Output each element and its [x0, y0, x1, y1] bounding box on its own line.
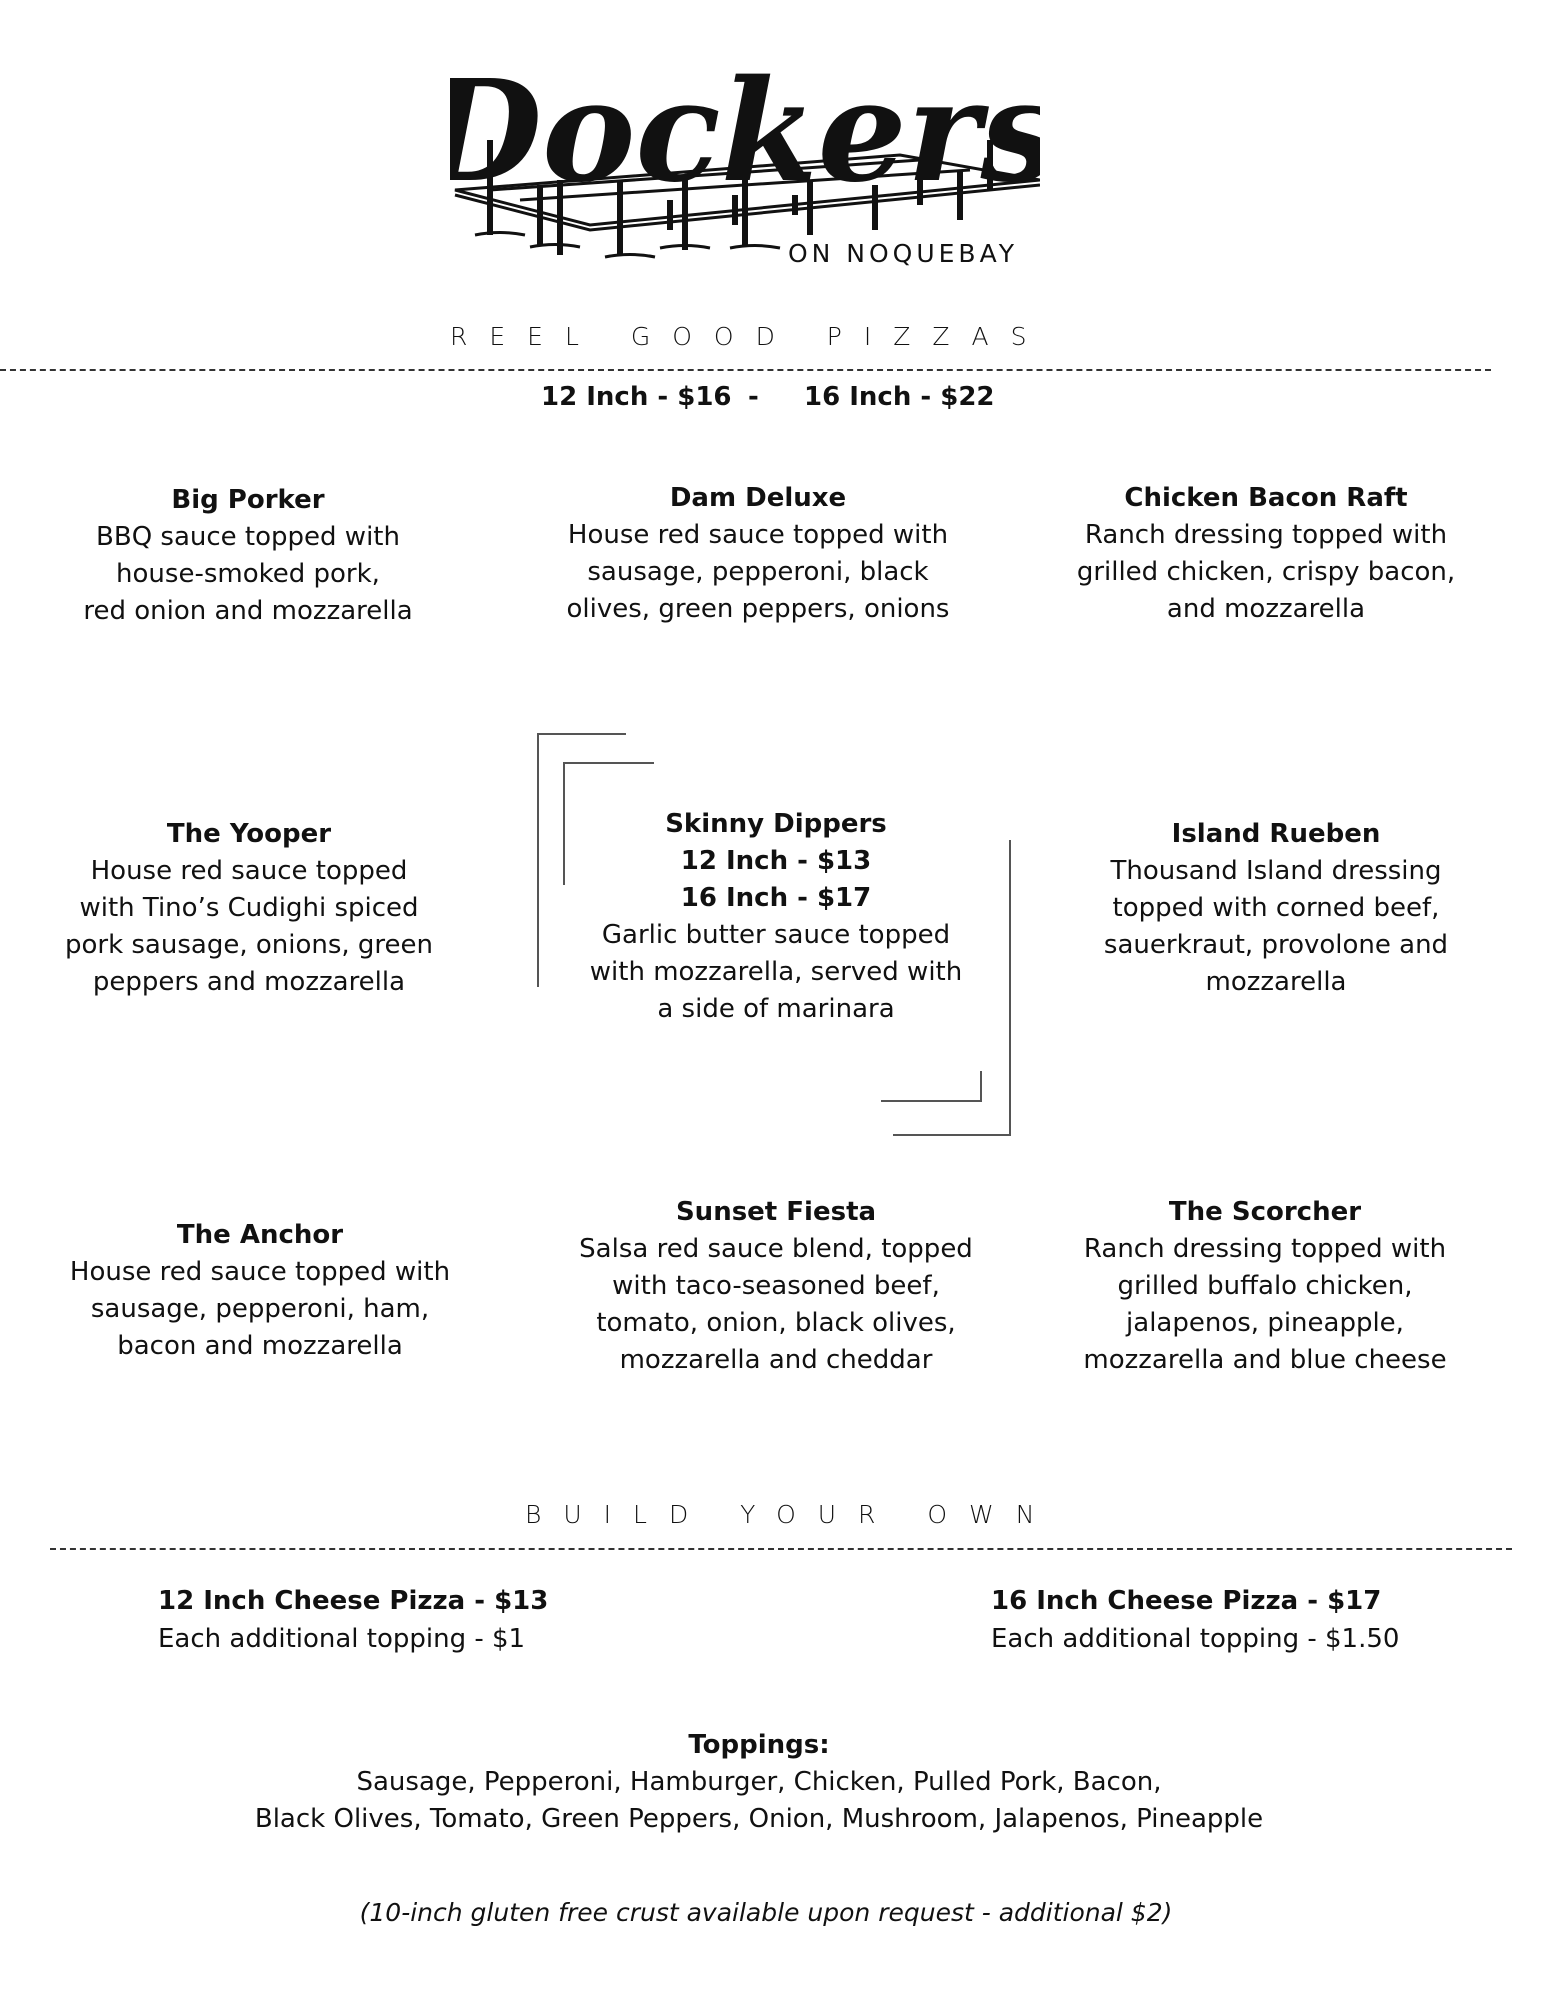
menu-item-island-rueben: [1056, 816, 1496, 1001]
menu-item-big-porker: [28, 482, 468, 630]
toppings-line-2: Black Olives, Tomato, Green Peppers, Onion, Mushroom, Jalapenos, Pineapple: [254, 1804, 1264, 1834]
item-name: Skinny Dippers: [665, 809, 887, 839]
byo-title: 16 Inch Cheese Pizza - $17: [991, 1586, 1382, 1616]
byo-title: 12 Inch Cheese Pizza - $13: [158, 1586, 549, 1616]
item-description: House red sauce topped with sausage, pepperoni, black olives, green peppers, onions: [566, 520, 950, 624]
item-description: Salsa red sauce blend, topped with taco-seasoned beef, tomato, onion, black olives, mozzarella and cheddar: [579, 1234, 973, 1375]
item-price-16: 16 Inch - $17: [680, 883, 872, 913]
toppings-list: [159, 1727, 1359, 1838]
logo-wordmark: Dockers: [450, 50, 1040, 214]
divider: [50, 1548, 1512, 1550]
item-description: Ranch dressing topped with grilled chicken, crispy bacon, and mozzarella: [1076, 520, 1456, 624]
byo-topping-price: Each additional topping - $1: [158, 1624, 526, 1654]
divider: [0, 369, 1491, 371]
toppings-line-1: Sausage, Pepperoni, Hamburger, Chicken, Pulled Pork, Bacon,: [356, 1767, 1162, 1797]
menu-item-chicken-bacon-raft: [1046, 480, 1486, 628]
menu-item-dam-deluxe: [538, 480, 978, 628]
item-description: House red sauce topped with sausage, pepperoni, ham, bacon and mozzarella: [69, 1257, 451, 1361]
price-12-inch: 12 Inch - $16: [541, 382, 732, 412]
menu-item-the-scorcher: [1045, 1194, 1485, 1379]
item-price-12: 12 Inch - $13: [680, 846, 872, 876]
item-description: Thousand Island dressing topped with corned beef, sauerkraut, provolone and mozzarella: [1103, 856, 1449, 997]
item-name: Big Porker: [171, 485, 325, 515]
byo-16-inch: [991, 1582, 1399, 1658]
item-name: Island Rueben: [1171, 819, 1381, 849]
price-separator: -: [748, 382, 759, 412]
item-description: House red sauce topped with Tino’s Cudighi spiced pork sausage, onions, green peppers and mozzarella: [64, 856, 434, 997]
item-name: Dam Deluxe: [669, 483, 847, 513]
item-name: Sunset Fiesta: [675, 1197, 877, 1227]
byo-topping-price: Each additional topping - $1.50: [991, 1624, 1400, 1654]
menu-item-the-anchor: [40, 1217, 480, 1365]
toppings-title: Toppings:: [688, 1730, 830, 1760]
menu-item-sunset-fiesta: [556, 1194, 996, 1379]
item-description: BBQ sauce topped with house-smoked pork, red onion and mozzarella: [83, 522, 413, 626]
section-heading-build-your-own: BUILD YOUR OWN: [525, 1500, 1057, 1529]
section-heading-pizzas: REEL GOOD PIZZAS: [450, 322, 1049, 351]
logo: [450, 30, 1040, 275]
item-name: Chicken Bacon Raft: [1124, 483, 1408, 513]
item-name: The Yooper: [166, 819, 332, 849]
menu-item-skinny-dippers: [556, 806, 996, 1028]
item-name: The Scorcher: [1168, 1197, 1362, 1227]
item-description: Ranch dressing topped with grilled buffalo chicken, jalapenos, pineapple, mozzarella and blue cheese: [1083, 1234, 1447, 1375]
menu-item-the-yooper: [29, 816, 469, 1001]
logo-tagline: ON NOQUEBAY: [787, 239, 1018, 268]
gluten-free-note: (10-inch gluten free crust available upon request - additional $2): [359, 1898, 1173, 1927]
byo-12-inch: [158, 1582, 548, 1658]
price-16-inch: 16 Inch - $22: [804, 382, 995, 412]
dock-illustration: [450, 30, 1040, 275]
item-name: The Anchor: [176, 1220, 344, 1250]
item-description: Garlic butter sauce topped with mozzarella, served with a side of marinara: [589, 920, 963, 1024]
